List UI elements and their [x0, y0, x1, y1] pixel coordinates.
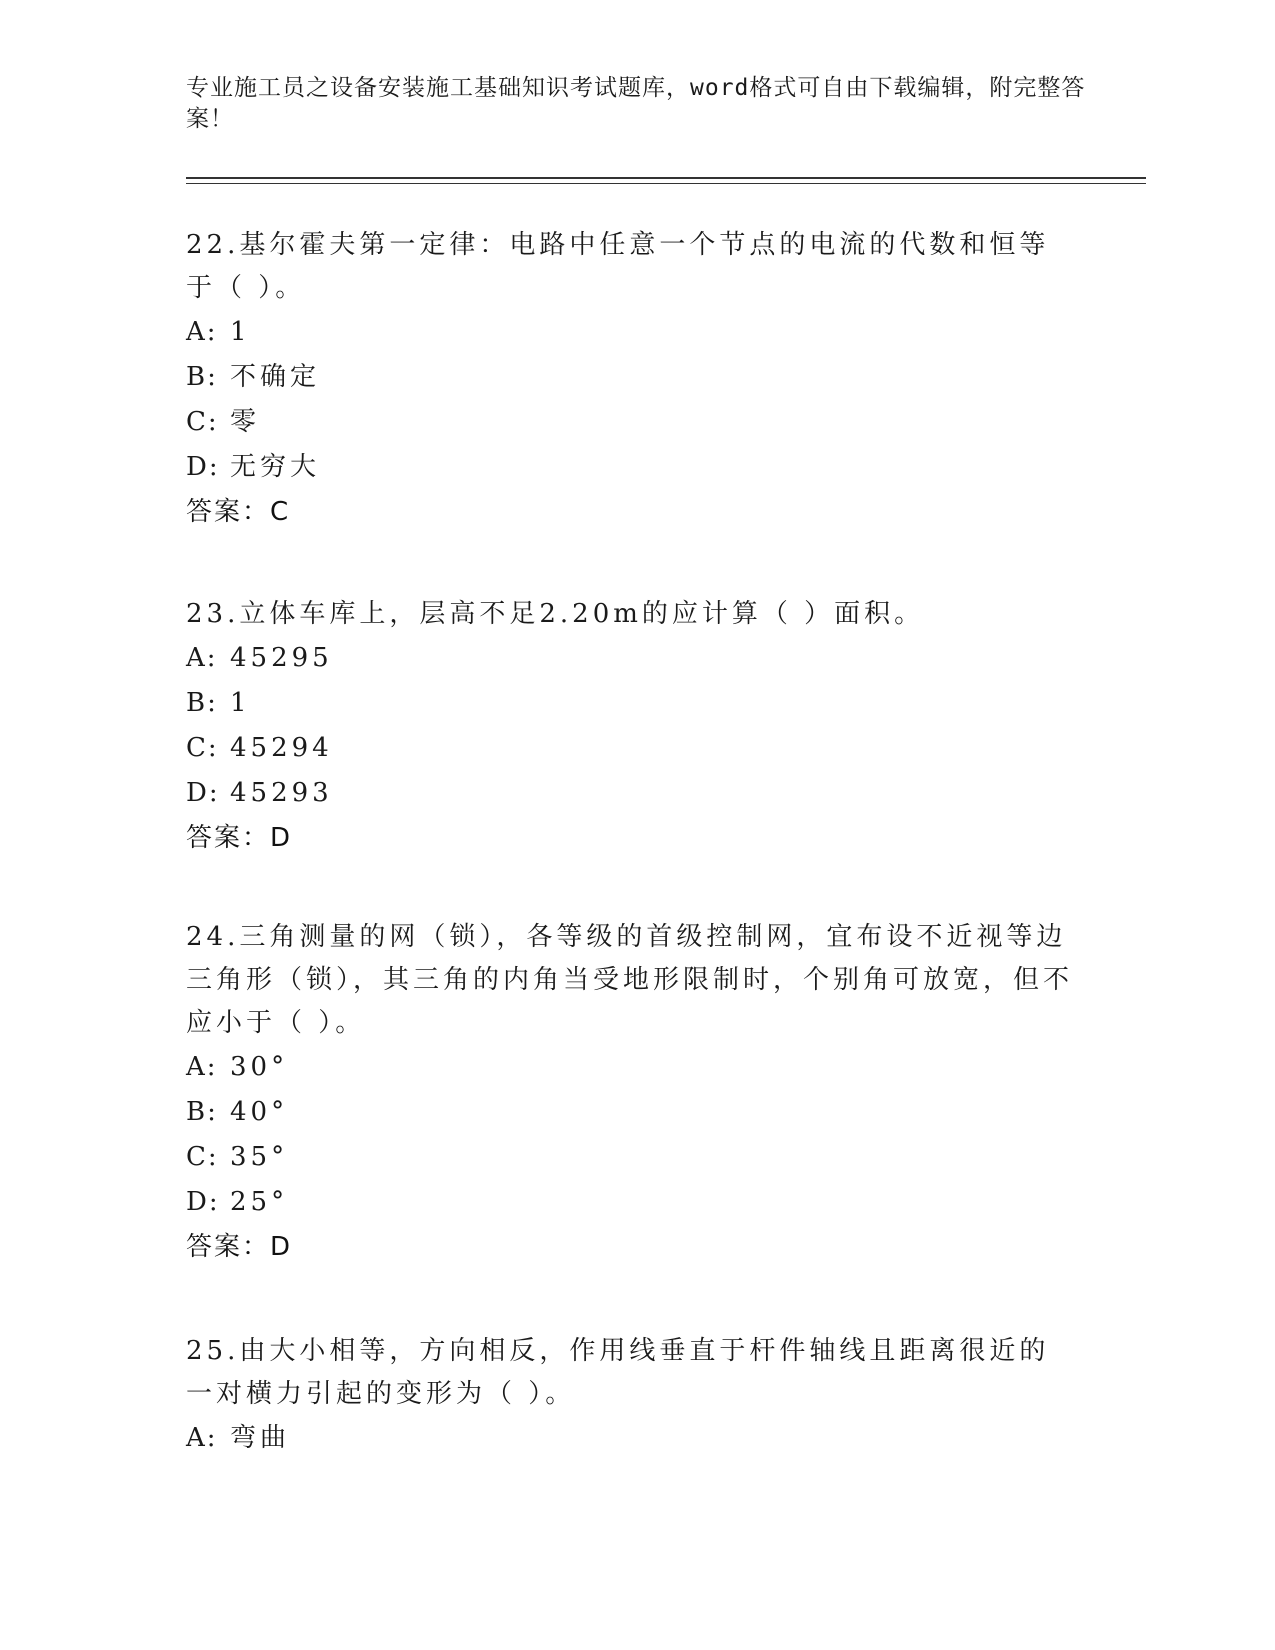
answer: 答案：D: [186, 1232, 293, 1262]
option-text: 45295: [230, 643, 333, 673]
option-label: B:: [186, 1097, 218, 1127]
option-label: A:: [186, 317, 218, 347]
option-label: A:: [186, 643, 218, 673]
option-label: C:: [186, 407, 219, 437]
question-24: [186, 916, 1076, 1270]
option-a: [186, 636, 1076, 681]
option-d: [186, 445, 1076, 490]
option-text: 1: [230, 688, 251, 718]
option-label: B:: [186, 688, 218, 718]
option-c: [186, 1135, 1076, 1180]
option-text: 25°: [230, 1187, 289, 1217]
answer: 答案：C: [186, 497, 291, 527]
question-text: 25.由大小相等，方向相反，作用线垂直于杆件轴线且距离很近的一对横力引起的变形为（ ）。: [186, 1336, 1050, 1409]
option-text: 1: [230, 317, 251, 347]
option-label: D:: [186, 1187, 220, 1217]
question-text: 24.三角测量的网（锁），各等级的首级控制网，宜布设不近视等边三角形（锁），其三角的内角当受地形限制时，个别角可放宽，但不应小于（ ）。: [186, 922, 1074, 1038]
option-a: [186, 1045, 1076, 1090]
option-c: [186, 726, 1076, 771]
document-header: 专业施工员之设备安装施工基础知识考试题库，word格式可自由下载编辑，附完整答案！: [186, 75, 1086, 132]
option-label: A:: [186, 1052, 218, 1082]
option-text: 弯曲: [230, 1423, 291, 1453]
option-text: 35°: [230, 1142, 289, 1172]
question-text: 22.基尔霍夫第一定律：电路中任意一个节点的电流的代数和恒等于（ ）。: [186, 230, 1050, 303]
question-23: [186, 593, 1076, 861]
option-text: 45293: [230, 778, 333, 808]
header-divider-thin: [186, 183, 1146, 184]
option-text: 不确定: [230, 362, 321, 392]
option-text: 40°: [230, 1097, 289, 1127]
option-c: [186, 400, 1076, 445]
question-text: 23.立体车库上，层高不足2.20m的应计算（ ）面积。: [186, 599, 925, 629]
question-25: [186, 1330, 1076, 1461]
option-label: A:: [186, 1423, 218, 1453]
option-text: 零: [230, 407, 261, 437]
option-label: C:: [186, 733, 219, 763]
answer: 答案：D: [186, 823, 293, 853]
option-text: 无穷大: [230, 452, 321, 482]
option-b: [186, 681, 1076, 726]
header-divider-thick: [186, 177, 1146, 179]
question-22: [186, 224, 1076, 535]
option-label: C:: [186, 1142, 219, 1172]
option-b: [186, 355, 1076, 400]
option-text: 45294: [230, 733, 333, 763]
option-b: [186, 1090, 1076, 1135]
option-label: D:: [186, 778, 220, 808]
option-a: [186, 310, 1076, 355]
option-d: [186, 1180, 1076, 1225]
option-a: [186, 1416, 1076, 1461]
option-label: D:: [186, 452, 220, 482]
option-text: 30°: [230, 1052, 289, 1082]
option-d: [186, 771, 1076, 816]
option-label: B:: [186, 362, 218, 392]
